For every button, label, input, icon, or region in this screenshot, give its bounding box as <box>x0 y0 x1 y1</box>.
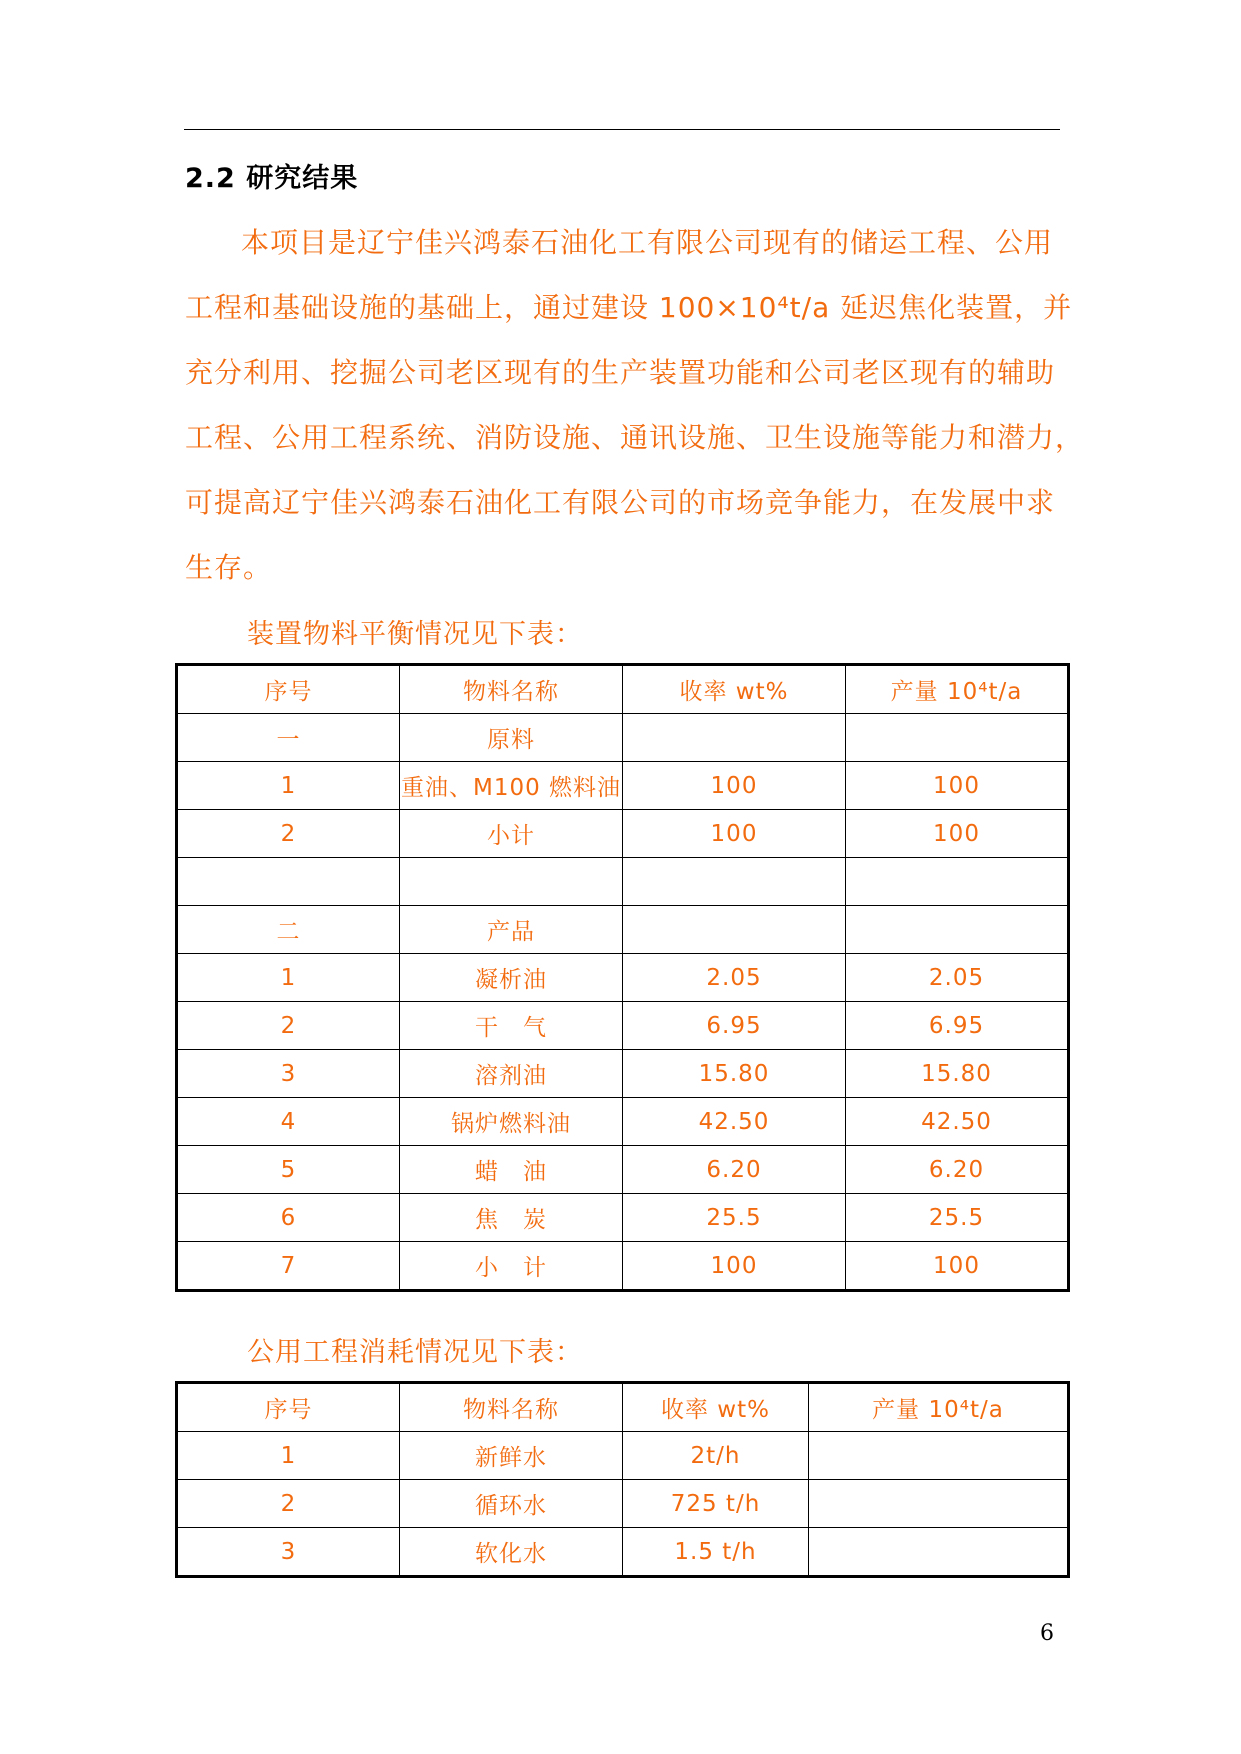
table-cell: 42.50 <box>846 1098 1069 1146</box>
table-cell: 2t/h <box>623 1432 809 1480</box>
table-row <box>177 1146 1069 1194</box>
table-cell <box>177 858 400 906</box>
table-cell: 42.50 <box>623 1098 846 1146</box>
header-cell: 物料名称 <box>400 1383 623 1432</box>
table-row <box>177 1480 1069 1528</box>
table1-caption: 装置物料平衡情况见下表： <box>247 619 583 650</box>
table-cell: 1 <box>177 762 400 810</box>
section-title: 2.2 研究结果 <box>185 163 359 194</box>
table-cell: 1 <box>177 954 400 1002</box>
paragraph-line: 生存。 <box>185 551 273 584</box>
material-balance-table <box>175 663 1070 1292</box>
table-cell <box>846 858 1069 906</box>
paragraph-line: 可提高辽宁佳兴鸿泰石油化工有限公司的市场竞争能力，在发展中求 <box>185 486 1056 519</box>
table-row <box>177 762 1069 810</box>
table-row <box>177 858 1069 906</box>
table-cell: 6.20 <box>846 1146 1069 1194</box>
table-cell: 一 <box>177 714 400 762</box>
table-cell: 2 <box>177 1002 400 1050</box>
table-cell: 100 <box>846 810 1069 858</box>
table-cell: 100 <box>623 762 846 810</box>
table-cell <box>846 714 1069 762</box>
table-row <box>177 1432 1069 1480</box>
table-cell: 重油、M100 燃料油 <box>400 762 623 810</box>
table-cell <box>400 858 623 906</box>
table-cell <box>809 1480 1069 1528</box>
header-cell: 产量 10⁴t/a <box>809 1383 1069 1432</box>
header-cell: 收率 wt% <box>623 1383 809 1432</box>
table-cell: 2.05 <box>846 954 1069 1002</box>
table-cell: 6.95 <box>623 1002 846 1050</box>
table-cell: 6.20 <box>623 1146 846 1194</box>
table-cell: 焦 炭 <box>400 1194 623 1242</box>
table-cell <box>809 1432 1069 1480</box>
table-cell: 1.5 t/h <box>623 1528 809 1577</box>
table-row <box>177 810 1069 858</box>
table-cell: 25.5 <box>623 1194 846 1242</box>
table-cell: 软化水 <box>400 1528 623 1577</box>
table-cell: 100 <box>623 810 846 858</box>
table-row <box>177 1242 1069 1291</box>
table-row <box>177 906 1069 954</box>
header-cell: 产量 10⁴t/a <box>846 665 1069 714</box>
paragraph-line: 工程和基础设施的基础上，通过建设 100×10⁴t/a 延迟焦化装置，并 <box>185 291 1073 324</box>
table-cell: 3 <box>177 1528 400 1577</box>
utility-consumption-table <box>175 1381 1070 1578</box>
table-cell <box>623 906 846 954</box>
table-row <box>177 954 1069 1002</box>
table-cell: 725 t/h <box>623 1480 809 1528</box>
table-cell: 25.5 <box>846 1194 1069 1242</box>
table-cell: 产品 <box>400 906 623 954</box>
table-cell: 6.95 <box>846 1002 1069 1050</box>
table-header-row <box>177 1383 1069 1432</box>
table2-caption: 公用工程消耗情况见下表： <box>247 1337 583 1368</box>
table-cell: 循环水 <box>400 1480 623 1528</box>
table-cell: 锅炉燃料油 <box>400 1098 623 1146</box>
table-cell: 4 <box>177 1098 400 1146</box>
table-cell: 小计 <box>400 810 623 858</box>
table-cell: 15.80 <box>623 1050 846 1098</box>
page-number: 6 <box>1040 1621 1054 1646</box>
table-cell: 2 <box>177 810 400 858</box>
paragraph-line: 工程、公用工程系统、消防设施、通讯设施、卫生设施等能力和潜力， <box>185 421 1085 454</box>
table-cell: 100 <box>846 762 1069 810</box>
table-row <box>177 1528 1069 1577</box>
header-cell: 收率 wt% <box>623 665 846 714</box>
table-cell: 6 <box>177 1194 400 1242</box>
paragraph-line: 充分利用、挖掘公司老区现有的生产装置功能和公司老区现有的辅助 <box>185 356 1056 389</box>
header-cell: 物料名称 <box>400 665 623 714</box>
table-cell: 溶剂油 <box>400 1050 623 1098</box>
table-cell: 二 <box>177 906 400 954</box>
table-cell: 100 <box>623 1242 846 1291</box>
table-cell: 2.05 <box>623 954 846 1002</box>
table-cell: 15.80 <box>846 1050 1069 1098</box>
table-cell: 7 <box>177 1242 400 1291</box>
table-row <box>177 1002 1069 1050</box>
table-row <box>177 1050 1069 1098</box>
table-cell: 5 <box>177 1146 400 1194</box>
header-rule <box>184 129 1060 130</box>
header-cell: 序号 <box>177 1383 400 1432</box>
table-cell: 2 <box>177 1480 400 1528</box>
table-cell: 原料 <box>400 714 623 762</box>
table-header-row <box>177 665 1069 714</box>
table-cell: 干 气 <box>400 1002 623 1050</box>
header-cell: 序号 <box>177 665 400 714</box>
paragraph-line: 本项目是辽宁佳兴鸿泰石油化工有限公司现有的储运工程、公用 <box>241 226 1054 259</box>
table-cell: 蜡 油 <box>400 1146 623 1194</box>
table-cell: 3 <box>177 1050 400 1098</box>
table-row <box>177 1098 1069 1146</box>
table-cell: 小 计 <box>400 1242 623 1291</box>
table-row <box>177 714 1069 762</box>
table-cell <box>846 906 1069 954</box>
table-cell: 新鲜水 <box>400 1432 623 1480</box>
body-paragraph <box>185 210 1085 600</box>
table-cell <box>623 858 846 906</box>
table-cell: 凝析油 <box>400 954 623 1002</box>
table-cell <box>623 714 846 762</box>
table-cell: 1 <box>177 1432 400 1480</box>
table-row <box>177 1194 1069 1242</box>
table-cell: 100 <box>846 1242 1069 1291</box>
table-cell <box>809 1528 1069 1577</box>
